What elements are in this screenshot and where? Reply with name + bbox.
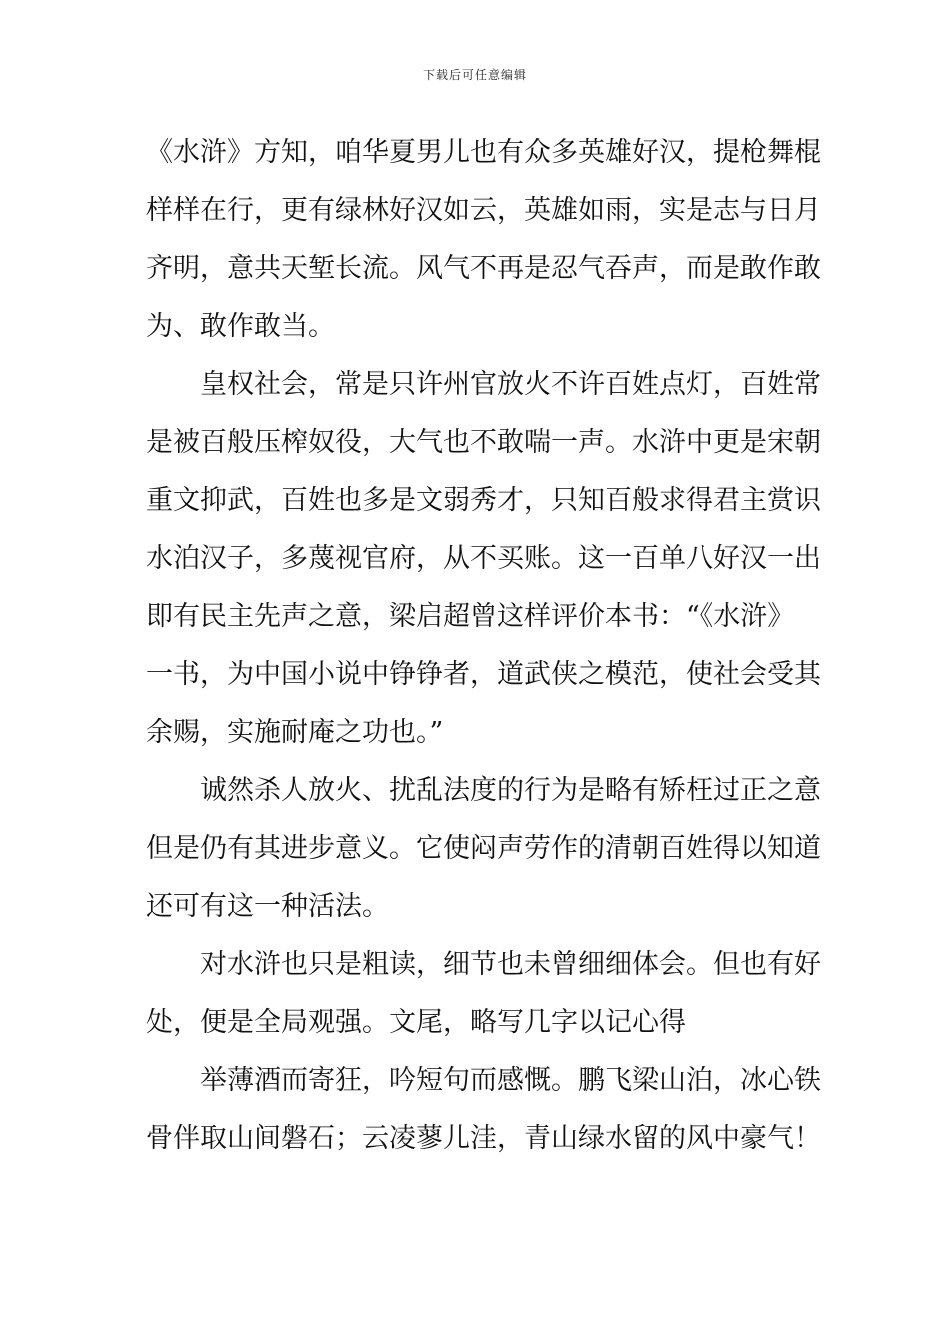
paragraph-4-line: 处，便是全局观强。文尾，略写几字以记心得 (146, 1007, 686, 1038)
paragraph-2-line: 余赐，实施耐庵之功也。” (146, 717, 444, 748)
paragraph-2-line: 重文抑武，百姓也多是文弱秀才，只知百般求得君主赏识 (146, 485, 821, 516)
paragraph-2-line: 即有民主先声之意，梁启超曾这样评价本书：“《水浒》 (146, 601, 795, 632)
paragraph-3-line: 还可有这一种活法。 (146, 891, 389, 922)
paragraph-5-line: 举薄酒而寄狂，吟短句而感慨。鹏飞梁山泊，冰心铁 (200, 1065, 821, 1096)
paragraph-5-line: 骨伴取山间磐石；云凌蓼儿洼，青山绿水留的风中豪气！ (146, 1123, 821, 1154)
paragraph-3-line: 诚然杀人放火、扰乱法度的行为是略有矫枉过正之意 (200, 775, 821, 806)
paragraph-1-line: 《水浒》方知，咱华夏男儿也有众多英雄好汉，提枪舞棍 (146, 137, 821, 168)
paragraph-1-line: 齐明，意共天堑长流。风气不再是忍气吞声，而是敢作敢 (146, 253, 821, 284)
paragraph-2-line: 是被百般压榨奴役，大气也不敢喘一声。水浒中更是宋朝 (146, 427, 821, 458)
document-body (146, 124, 821, 1168)
paragraph-3-line: 但是仍有其进步意义。它使闷声劳作的清朝百姓得以知道 (146, 833, 821, 864)
page-header: 下载后可任意编辑 (422, 68, 527, 82)
paragraph-2-line: 皇权社会，常是只许州官放火不许百姓点灯，百姓常 (200, 369, 821, 400)
paragraph-2-line: 水泊汉子，多蔑视官府，从不买账。这一百单八好汉一出 (146, 543, 821, 574)
paragraph-1-line: 样样在行，更有绿林好汉如云，英雄如雨，实是志与日月 (146, 195, 821, 226)
paragraph-4-line: 对水浒也只是粗读，细节也未曾细细体会。但也有好 (200, 949, 821, 980)
paragraph-1-line: 为、敢作敢当。 (146, 311, 335, 342)
paragraph-2-line: 一书，为中国小说中铮铮者，道武侠之模范，使社会受其 (146, 659, 821, 690)
